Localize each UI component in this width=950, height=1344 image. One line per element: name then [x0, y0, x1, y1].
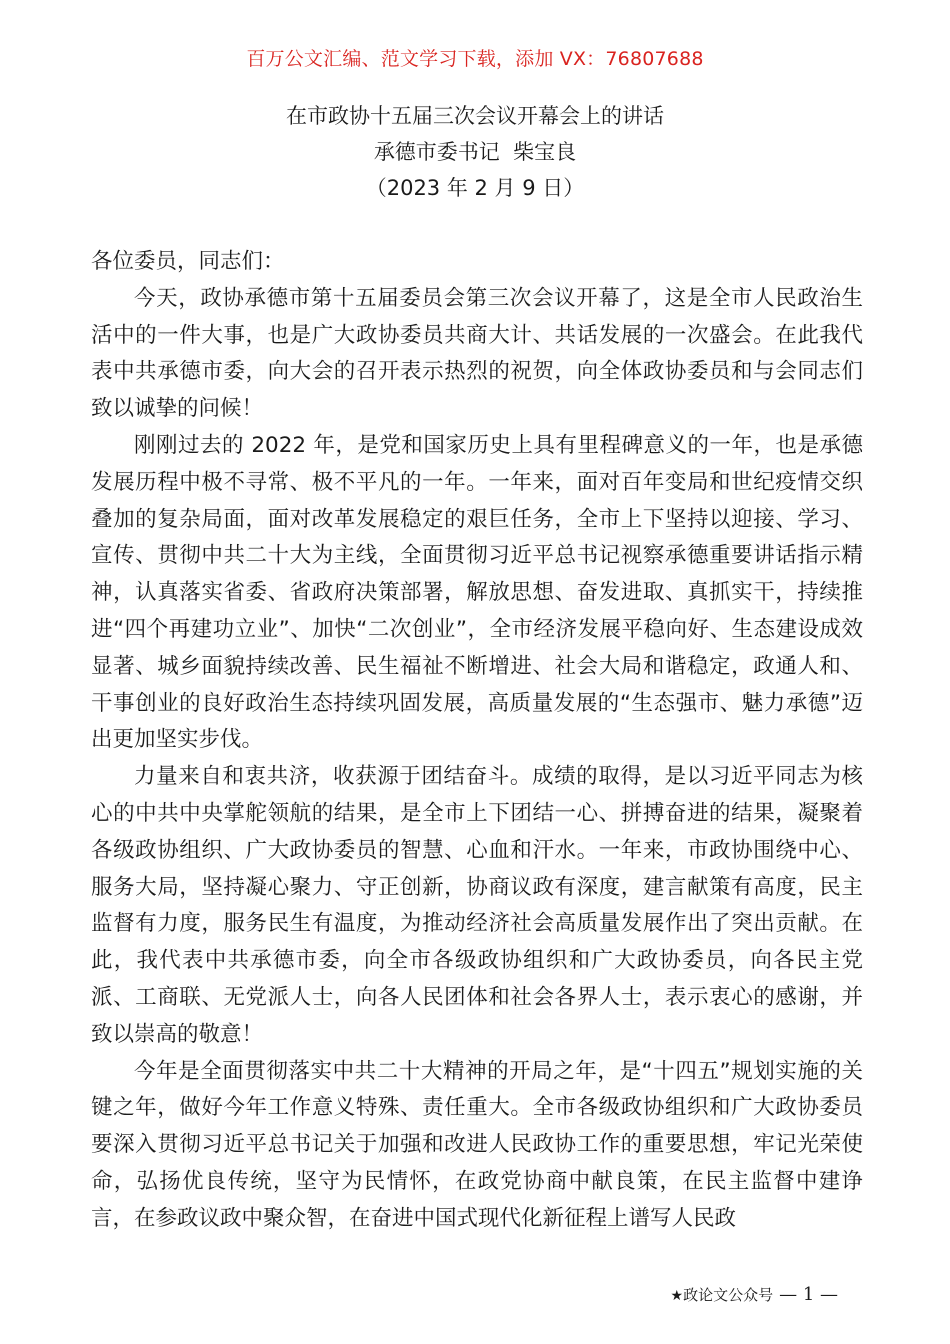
footer-source: 政论文公众号 — [683, 1286, 774, 1304]
paragraph-3: 力量来自和衷共济，收获源于团结奋斗。成绩的取得，是以习近平同志为核心的中共中央掌舵领航的结果，是全市上下团结一心、拼搏奋进的结果，凝聚着各级政协组织、广大政协委员的智慧、心血和汗水。一年来，市政协围绕中心、服务大局，坚持凝心聚力、守正创新，协商议政有深度，建言献策有高度，民主监督有力度，服务民生有温度，为推动经济社会高质量发展作出了突出贡献。在此，我代表中共承德市委，向全市各级政协组织和广大政协委员，向各民主党派、工商联、无党派人士，向各人民团体和社会各界人士，表示衷心的感谢，并致以崇高的敬意！ — [91, 764, 863, 1047]
salutation: 各位委员，同志们： — [91, 249, 285, 274]
author-line: 承德市委书记 柴宝良 — [373, 140, 577, 164]
paragraph-2: 刚刚过去的 2022 年，是党和国家历史上具有里程碑意义的一年，也是承德发展历程中极不寻常、极不平凡的一年。一年来，面对百年变局和世纪疫情交织叠加的复杂局面，面对改革发展稳定的艰巨任务，全市上下坚持以迎接、学习、宣传、贯彻中共二十大为主线，全面贯彻习近平总书记视察承德重要讲话指示精神，认真落实省委、省政府决策部署，解放思想、奋发进取、真抓实干，持续推进“四个再建功立业”、加快“二次创业”，全市经济发展平稳向好、生态建设成效显著、城乡面貌持续改善、民生福祉不断增进、社会大局和谐稳定，政通人和、干事创业的良好政治生态持续巩固发展，高质量发展的“生态强市、魅力承德”迈出更加坚实步伐。 — [91, 432, 863, 753]
page-footer — [671, 1282, 838, 1309]
watermark-banner: 百万公文汇编、范文学习下载，添加 VX：76807688 — [246, 48, 704, 70]
paragraph-4: 今年是全面贯彻落实中共二十大精神的开局之年，是“十四五”规划实施的关键之年，做好今年工作意义特殊、责任重大。全市各级政协组织和广大政协委员要深入贯彻习近平总书记关于加强和改进人民政协工作的重要思想，牢记光荣使命，弘扬优良传统，坚守为民情怀，在政党协商中献良策，在民主监督中建诤言，在参政议政中聚众智，在奋进中国式现代化新征程上谱写人民政 — [91, 1058, 863, 1231]
date-line: （2023 年 2 月 9 日） — [365, 176, 585, 200]
paragraph-1: 今天，政协承德市第十五届委员会第三次会议开幕了，这是全市人民政治生活中的一件大事，也是广大政协委员共商大计、共话发展的一次盛会。在此我代表中共承德市委，向大会的召开表示热烈的祝贺，向全体政协委员和与会同志们致以诚挚的问候！ — [91, 285, 863, 422]
document-title: 在市政协十五届三次会议开幕会上的讲话 — [286, 104, 664, 128]
speech-body — [91, 244, 863, 1238]
title-block — [0, 98, 950, 206]
star-icon: ★ — [670, 1288, 684, 1304]
page-number: — 1 — — [779, 1284, 838, 1305]
